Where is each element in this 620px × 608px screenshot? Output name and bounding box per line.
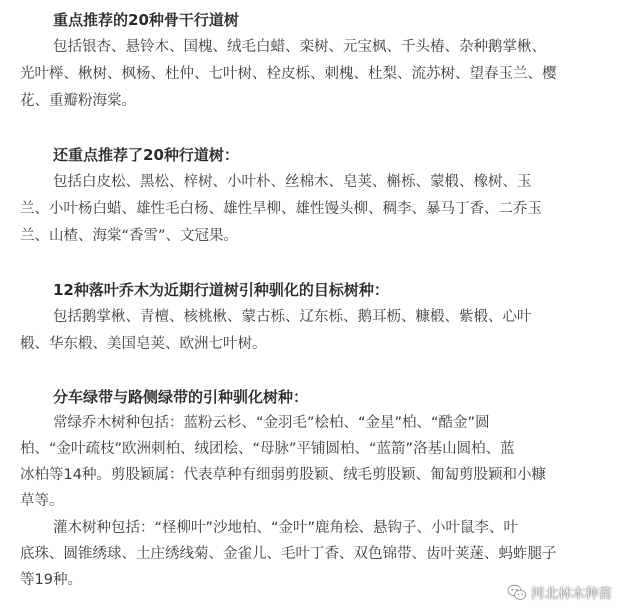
paragraph-line: 等19种。	[20, 572, 82, 588]
section-heading: 12种落叶乔木为近期行道树引种驯化的目标树种：	[53, 281, 389, 299]
section-heading: 分车绿带与路侧绿带的引种驯化树种：	[53, 388, 309, 406]
paragraph-line: 柏、“金叶疏枝”欧洲刺柏、绒团桧、“母脉”平铺圆柏、“蓝箭”洛基山圆柏、蓝	[20, 441, 515, 457]
watermark	[507, 582, 612, 602]
paragraph-line: 椴、华东椴、美国皂荚、欧洲七叶树。	[20, 336, 267, 352]
paragraph-line: 冰柏等14种。剪股颖属：代表草种有细弱剪股颖、绒毛剪股颖、匍匐剪股颖和小糠	[20, 467, 546, 483]
paragraph-line: 常绿乔木树种包括：蓝粉云杉、“金羽毛”桧柏、“金星”柏、“酷金”圆	[53, 415, 490, 431]
section-heading: 重点推荐的20种骨干行道树	[53, 11, 239, 29]
section-heading: 还重点推荐了20种行道树：	[53, 146, 239, 164]
paragraph-line: 包括鹅掌楸、青檀、核桃楸、蒙古栎、辽东栎、鹅耳枥、糠椴、紫椴、心叶	[53, 309, 532, 325]
paragraph-line: 光叶榉、楸树、枫杨、杜仲、七叶树、栓皮栎、刺槐、杜梨、流苏树、望春玉兰、樱	[20, 66, 557, 82]
paragraph-line: 包括白皮松、黑松、梓树、小叶朴、丝棉木、皂荚、槲栎、蒙椴、橡树、玉	[53, 174, 532, 190]
watermark-text: 河北林木种苗	[531, 586, 612, 602]
paragraph-line: 包括银杏、悬铃木、国槐、绒毛白蜡、栾树、元宝枫、千头椿、杂种鹅掌楸、	[53, 39, 546, 55]
wechat-icon	[507, 584, 527, 601]
paragraph-line: 草等。	[20, 493, 64, 509]
paragraph-line: 花、重瓣粉海棠。	[20, 93, 136, 109]
paragraph-line: 兰、山楂、海棠“香雪”、文冠果。	[20, 228, 239, 244]
paragraph-line: 底珠、圆锥绣球、土庄绣线菊、金雀儿、毛叶丁香、双色锦带、齿叶荚蒾、蚂蚱腿子	[20, 546, 557, 562]
paragraph-line: 灌木树种包括：“柽柳叶”沙地柏、“金叶”鹿角桧、悬钩子、小叶鼠李、叶	[53, 520, 519, 536]
paragraph-line: 兰、小叶杨白蜡、雄性毛白杨、雄性旱柳、雄性馒头柳、稠李、暴马丁香、二乔玉	[20, 201, 542, 217]
